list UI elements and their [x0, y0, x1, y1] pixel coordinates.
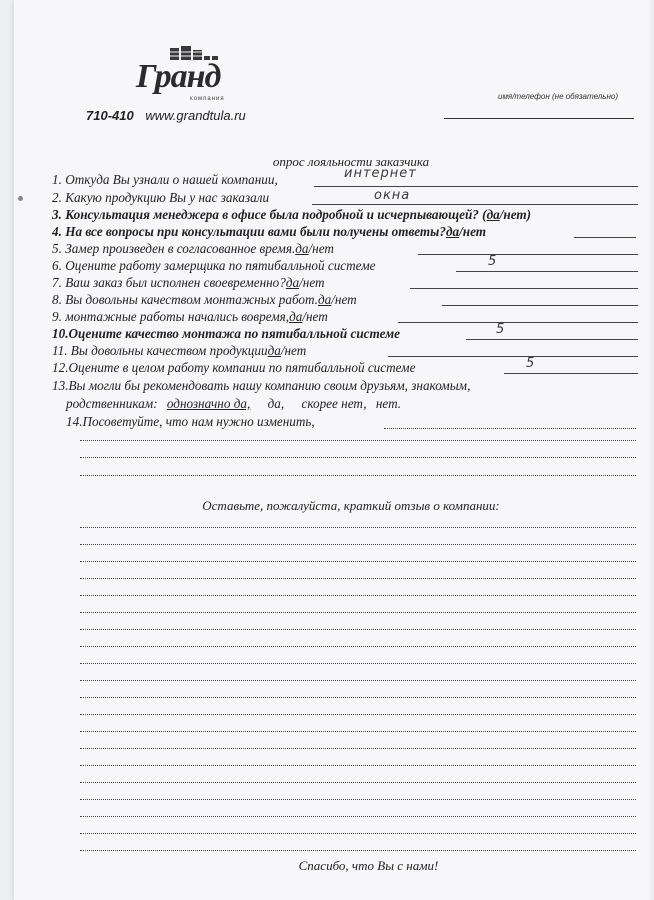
question-1: 1. Откуда Вы узнали о нашей компании,: [52, 172, 278, 187]
logo-subtitle: компания: [190, 96, 225, 102]
answer-line-12[interactable]: [504, 373, 638, 374]
feedback-line[interactable]: [80, 848, 636, 851]
answer-line-10[interactable]: [466, 339, 638, 340]
feedback-line[interactable]: [80, 593, 636, 596]
answer-dots-14[interactable]: [80, 455, 636, 458]
answer-line-2[interactable]: [312, 204, 638, 205]
question-8: 8. Вы довольны качеством монтажных работ.да/нет: [52, 292, 357, 307]
answer-line-4[interactable]: [574, 237, 636, 238]
question-14: 14.Посоветуйте, что нам нужно изменить,: [66, 414, 315, 429]
name-phone-label: имя/телефон (не обязательно): [498, 92, 619, 101]
question-5: 5. Замер произведен в согласованное время.да/нет: [52, 241, 334, 256]
feedback-line[interactable]: [80, 627, 636, 630]
feedback-line[interactable]: [80, 763, 636, 766]
handwritten-answer-6: 5: [488, 254, 498, 269]
question-7: 7. Ваш заказ был исполнен своевременно?да/нет: [52, 275, 325, 290]
logo-text: Гранд: [136, 58, 221, 95]
recommend-option-2[interactable]: да,: [267, 396, 285, 411]
feedback-line[interactable]: [80, 780, 636, 783]
thanks-text: Спасибо, что Вы с нами!: [298, 858, 439, 873]
answer-line-6[interactable]: [456, 271, 638, 272]
feedback-line[interactable]: [80, 559, 636, 562]
answer-line-11[interactable]: [388, 356, 638, 357]
handwritten-answer-1: интернет: [344, 166, 417, 181]
feedback-line[interactable]: [80, 729, 636, 732]
feedback-line[interactable]: [80, 695, 636, 698]
recommend-option-3[interactable]: скорее нет,: [301, 396, 367, 411]
feedback-line[interactable]: [80, 678, 636, 681]
feedback-line[interactable]: [80, 712, 636, 715]
company-logo: [132, 44, 242, 106]
name-phone-field[interactable]: [444, 118, 634, 119]
feedback-line[interactable]: [80, 661, 636, 664]
handwritten-answer-2: окна: [374, 188, 411, 203]
answer-dots-14[interactable]: [80, 473, 636, 476]
handwritten-answer-10: 5: [496, 322, 506, 337]
feedback-line[interactable]: [80, 542, 636, 545]
feedback-line[interactable]: [80, 746, 636, 749]
feedback-line[interactable]: [80, 610, 636, 613]
answer-line-7[interactable]: [410, 288, 638, 289]
answer-line-8[interactable]: [442, 305, 638, 306]
question-12: 12.Оцените в целом работу компании по пятибалльной системе: [52, 360, 416, 375]
answer-dots-14[interactable]: [384, 426, 636, 429]
feedback-line[interactable]: [80, 814, 636, 817]
feedback-title: Оставьте, пожалуйста, краткий отзыв о компании:: [202, 498, 500, 513]
handwritten-answer-12: 5: [526, 356, 536, 371]
contacts: [86, 108, 246, 123]
answer-dots-14[interactable]: [80, 438, 636, 441]
survey-title: опрос лояльности заказчика: [272, 154, 430, 169]
question-13-options: родственникам: однозначно да, да, скорее нет, нет.: [66, 396, 402, 411]
question-3: 3. Консультация менеджера в офисе была подробной и исчерпывающей? (да/нет): [52, 207, 532, 222]
answer-line-1[interactable]: [314, 186, 638, 187]
answer-line-9[interactable]: [398, 322, 638, 323]
question-6: 6. Оцените работу замерщика по пятибалльной системе: [52, 258, 376, 273]
feedback-line[interactable]: [80, 831, 636, 834]
feedback-line[interactable]: [80, 576, 636, 579]
question-10: 10.Оцените качество монтажа по пятибалльной системе: [52, 326, 401, 341]
question-4: 4. На все вопросы при консультации вами были получены ответы?да/нет: [52, 224, 487, 239]
recommend-option-1[interactable]: однозначно да,: [166, 396, 251, 411]
feedback-line[interactable]: [80, 644, 636, 647]
website-link[interactable]: www.grandtula.ru: [145, 108, 246, 123]
punch-hole: [18, 196, 23, 201]
question-2: 2. Какую продукцию Вы у нас заказали: [52, 190, 270, 205]
recommend-option-4[interactable]: нет.: [375, 396, 402, 411]
question-13: 13.Вы могли бы рекомендовать нашу компанию своим друзьям, знакомым,: [52, 378, 471, 393]
phone-number: 710-410: [86, 108, 134, 123]
questionnaire-sheet: [14, 0, 650, 900]
feedback-line[interactable]: [80, 797, 636, 800]
question-9: 9. монтажные работы начались вовремя,да/нет: [52, 309, 328, 324]
question-11: 11. Вы довольны качеством продукциида/нет: [52, 343, 307, 358]
feedback-line[interactable]: [80, 525, 636, 528]
answer-line-5[interactable]: [418, 254, 638, 255]
